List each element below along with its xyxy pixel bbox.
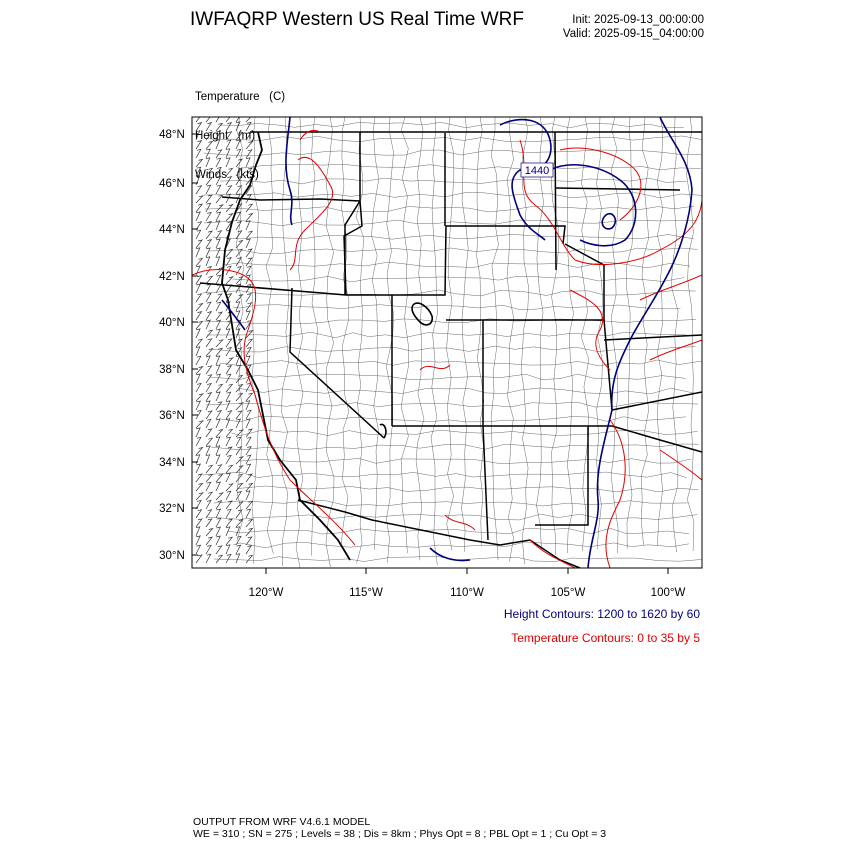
lon-label-120: 120°W (248, 587, 284, 599)
lon-label-115: 115°W (349, 587, 383, 599)
state-boundaries (200, 132, 702, 568)
height-contours-legend: Height Contours: 1200 to 1620 by 60 (503, 607, 700, 621)
lat-label-36: 36°N (159, 410, 185, 422)
contour-label-text: 1440 (524, 165, 550, 177)
lat-label-42: 42°N (159, 271, 185, 283)
valid-time: Valid: 2025-09-15_04:00:00 (562, 28, 704, 40)
model-info-line1: OUTPUT FROM WRF V4.6.1 MODEL (193, 816, 371, 828)
plot-title: IWFAQRP Western US Real Time WRF (190, 9, 524, 30)
lat-label-46: 46°N (159, 178, 185, 190)
contour-label-1440 (521, 163, 553, 177)
lat-label-32: 32°N (159, 503, 185, 515)
temperature-contours-legend: Temperature Contours: 0 to 35 by 5 (511, 631, 700, 645)
variable-height: Height (m) (195, 130, 256, 142)
lat-label-48: 48°N (159, 129, 185, 141)
lon-label-105: 105°W (550, 587, 586, 599)
model-info (193, 816, 606, 840)
variable-winds: Winds (kts) (195, 169, 259, 181)
lat-label-40: 40°N (159, 317, 185, 329)
coastline (222, 132, 350, 560)
lon-label-100: 100°W (650, 587, 686, 599)
lat-label-34: 34°N (159, 457, 185, 469)
lon-label-110: 110°W (450, 587, 484, 599)
init-time: Init: 2025-09-13_00:00:00 (572, 14, 704, 26)
county-boundaries (203, 117, 702, 568)
height-contours (222, 117, 692, 568)
map-field (192, 114, 702, 568)
lakes (380, 303, 432, 438)
lat-label-44: 44°N (159, 224, 185, 236)
model-info-line2: WE = 310 ; SN = 275 ; Levels = 38 ; Dis = 8km ; Phys Opt = 8 ; PBL Opt = 1 ; Cu Opt = 3 (193, 828, 607, 840)
variable-temperature: Temperature (C) (195, 91, 286, 103)
lat-label-30: 30°N (159, 550, 185, 562)
lat-label-38: 38°N (159, 364, 185, 376)
longitude-axis (249, 568, 686, 599)
